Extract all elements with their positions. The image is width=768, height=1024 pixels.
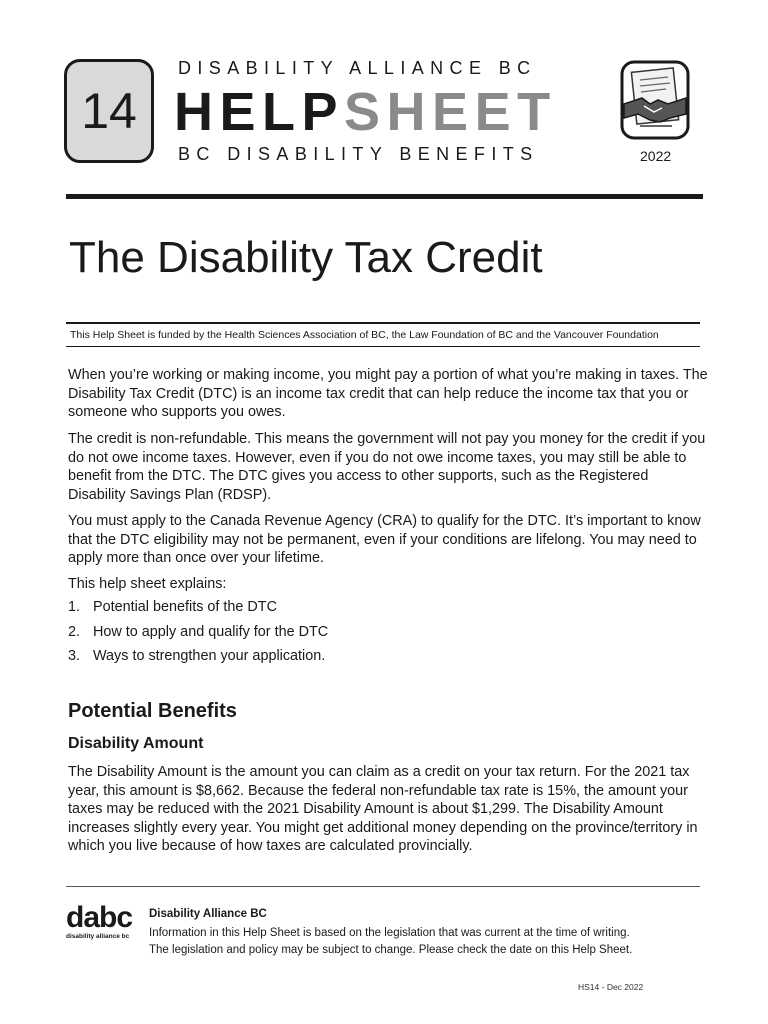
footer-divider <box>66 886 700 887</box>
section-heading: Potential Benefits <box>68 700 237 722</box>
sheet-word: SHEET <box>344 82 557 142</box>
helpsheet-number: 14 <box>81 83 137 139</box>
helpsheet-number-badge <box>64 59 154 163</box>
funding-top-divider <box>66 322 700 324</box>
list-number: 2. <box>68 623 81 640</box>
footer-info <box>149 925 709 959</box>
list-item <box>68 647 668 672</box>
non-refundable-paragraph: The credit is non-refundable. This means the government will not pay you money for the credit if you do not owe income taxes. However, even if you do not owe income taxes, you may still be able to benefit from the DTC. The DTC gives you access to other supports, such as the Registered Disability Savings Plan (RDSP). <box>68 431 706 503</box>
funding-bottom-divider <box>66 346 700 347</box>
footer-info-line: The legislation and policy may be subject to change. Please check the date on this Help Sheet. <box>149 944 633 956</box>
handshake-document-icon <box>620 60 690 140</box>
document-code: HS14 - Dec 2022 <box>578 982 644 992</box>
helpsheet-wordmark <box>174 82 557 142</box>
header-divider <box>66 194 703 199</box>
year: 2022 <box>640 148 672 164</box>
section-subheading: Disability Amount <box>68 735 204 752</box>
disability-amount-paragraph: The Disability Amount is the amount you can claim as a credit on your tax return. For the 2021 tax year, this amount is $8,662. Because the federal non-refundable tax rate is 15%, the amount your taxes may be reduced with the 2021 Disability Amount is about $1,299. The Disability Amount increases slightly every year. You might get additional money depending on the province/territory in which you live because of how taxes are calculated provincially. <box>68 764 698 855</box>
footer-organization: Disability Alliance BC <box>149 908 267 920</box>
series-name: BC DISABILITY BENEFITS <box>178 144 539 164</box>
list-number: 1. <box>68 599 81 615</box>
dabc-logo-text: dabc <box>66 901 133 934</box>
dabc-logo-subtext: disability alliance bc <box>66 933 130 940</box>
funding-note: This Help Sheet is funded by the Health Sciences Association of BC, the Law Foundation of BC and the Vancouver Foundation <box>70 329 659 341</box>
topics-list <box>68 598 668 672</box>
list-text: Ways to strengthen your application. <box>93 648 326 664</box>
list-item <box>68 623 668 648</box>
explains-paragraph: This help sheet explains: <box>68 576 227 592</box>
page-title: The Disability Tax Credit <box>69 233 543 282</box>
help-word: HELP <box>174 82 345 142</box>
list-item <box>68 598 668 623</box>
dabc-logo <box>66 901 142 944</box>
list-text: Potential benefits of the DTC <box>93 599 277 615</box>
organization-name: DISABILITY ALLIANCE BC <box>178 58 537 78</box>
footer-info-line: Information in this Help Sheet is based on the legislation that was current at the time of writing. <box>149 927 630 939</box>
list-text: How to apply and qualify for the DTC <box>93 623 329 640</box>
cra-paragraph: You must apply to the Canada Revenue Agency (CRA) to qualify for the DTC. It’s important to know that the DTC eligibility may not be permanent, even if your conditions are lifelong. You may need to apply more than once over your lifetime. <box>68 513 701 567</box>
intro-paragraph: When you’re working or making income, you might pay a portion of what you’re making in taxes. The Disability Tax Credit (DTC) is an income tax credit that can help reduce the income tax that you or someone who supports you owes. <box>68 367 708 421</box>
list-number: 3. <box>68 648 81 664</box>
